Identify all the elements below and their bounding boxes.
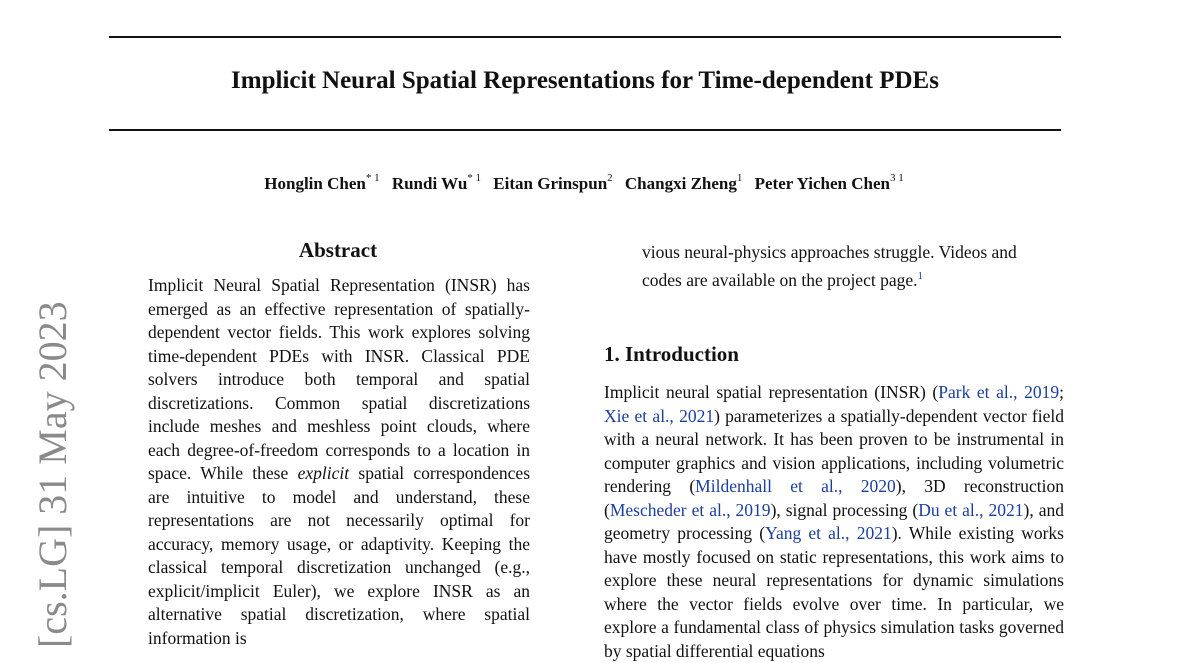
arxiv-stamp: [cs.LG] 31 May 2023 (30, 301, 75, 648)
author-affiliation: * 1 (467, 172, 482, 184)
author-name: Honglin Chen (264, 173, 366, 193)
abstract-heading: Abstract (298, 238, 378, 262)
author-name: Changxi Zheng (624, 173, 737, 193)
author (625, 174, 742, 193)
introduction-text-part: ), 3D reconstruction ( (604, 476, 1064, 520)
citation-link[interactable]: Mescheder et al., 2019 (609, 499, 771, 520)
abstract-text-part: Implicit Neural Spatial Representation (INSR) has emerged as an effective representation of spatially-dependent vector fields. This work explores solving time-dependent PDEs with INSR. Classical PDE solvers introduce both temporal and spatial discretizations. Common spatial discretizations include meshes and meshless point clouds, where each degree-of-freedom corresponds to a location in space. While these (148, 275, 530, 483)
author (392, 174, 481, 193)
introduction-body (604, 381, 1064, 663)
citation-link[interactable]: Park et al., 2019 (938, 382, 1060, 402)
citation-link[interactable]: Xie et al., 2021 (604, 405, 715, 426)
author-affiliation: 1 (736, 172, 743, 184)
abstract-body (148, 274, 530, 650)
title-rule-top (109, 36, 1061, 38)
author (493, 174, 612, 193)
abstract-text-part: spatial correspondences are intuitive to model and understand, these representations are not necessarily optimal for accuracy, memory usage, or adaptivity. Keeping the classical temporal discretization unchanged (e.g., explicit/implicit Euler), we explore INSR as an alternative spatial discretization, where spatial information is (148, 463, 531, 648)
abstract-continuation-text: vious neural-physics approaches struggle. Videos and codes are available on the project page. (642, 242, 1017, 290)
author (264, 174, 379, 193)
author-affiliation: 2 (607, 172, 613, 184)
title-rule-bottom (109, 129, 1061, 131)
citation-link[interactable]: Mildenhall et al., 2020 (695, 476, 896, 496)
author-name: Eitan Grinspun (493, 173, 608, 193)
paper-title: Implicit Neural Spatial Representations for Time-dependent PDEs (231, 67, 939, 94)
citation-link[interactable]: Du et al., 2021 (918, 499, 1024, 520)
author-list (0, 173, 1168, 194)
author-name: Rundi Wu (391, 173, 468, 193)
introduction-text-part: ). While existing works have mostly focused on static representations, this work aims to explore these neural representations for dynamic simulations where the vector fields evolve over time. In particular, we explore a fundamental class of physics simulation tasks governed by spatial differential equations (604, 523, 1064, 661)
author-name: Peter Yichen Chen (754, 173, 890, 193)
abstract-continuation (642, 241, 1024, 292)
author-affiliation: 3 1 (889, 172, 904, 184)
introduction-text-part: ), signal processing ( (770, 499, 919, 520)
author-affiliation: * 1 (365, 172, 380, 184)
introduction-text-part: ), and geometry processing ( (604, 499, 1064, 543)
introduction-text-part: ; (1059, 382, 1064, 402)
introduction-text-part: ) parameterizes a spatially-dependent vector field with a neural network. It has been proven to be instrumental in computer graphics and vision applications, including volumetric rendering ( (604, 405, 1064, 496)
abstract-emphasis: explicit (297, 463, 350, 483)
citation-link[interactable]: Yang et al., 2021 (765, 523, 892, 543)
introduction-heading: 1. Introduction (604, 342, 739, 366)
footnote-link[interactable]: 1 (917, 269, 923, 282)
author (755, 174, 904, 193)
introduction-text-part: Implicit neural spatial representation (INSR) ( (604, 382, 939, 402)
